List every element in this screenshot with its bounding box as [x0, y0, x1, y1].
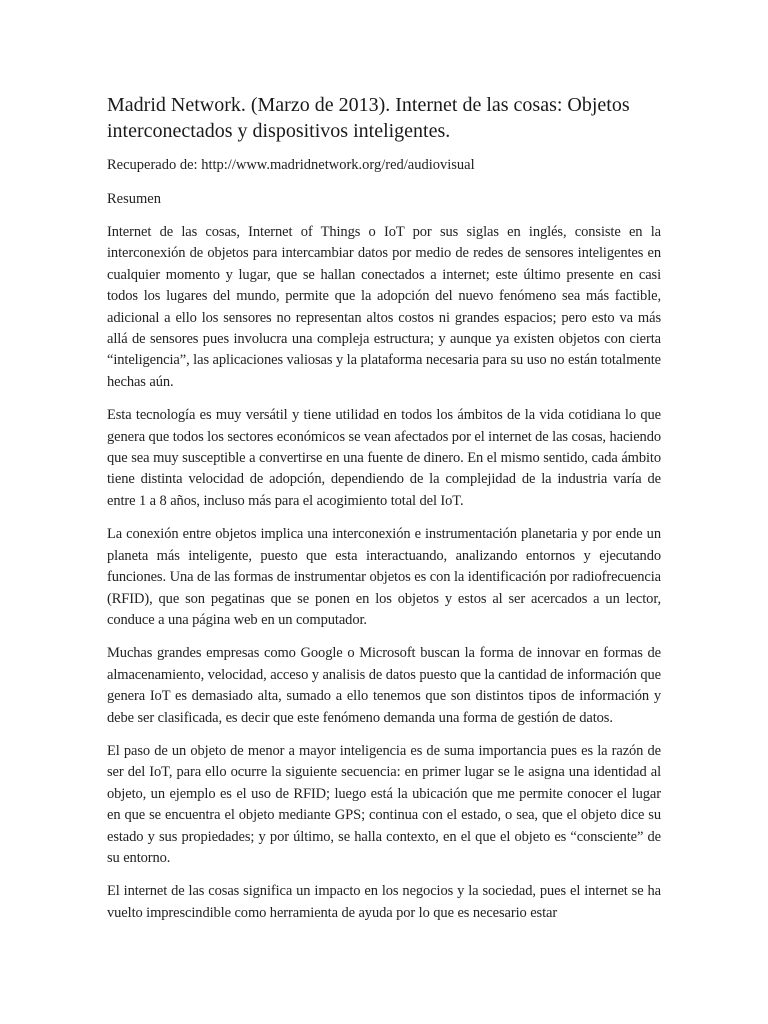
document-title: Madrid Network. (Marzo de 2013). Internet de las cosas: Objetos interconectados y dispositivos inteligentes.	[107, 94, 630, 142]
section-heading: Resumen	[107, 191, 161, 207]
paragraph: El paso de un objeto de menor a mayor inteligencia es de suma importancia pues es la razón de ser del IoT, para ello ocurre la siguiente secuencia: en primer lugar se le asigna una identidad al objeto, un ejemplo es el uso de RFID; luego está la ubicación que me permite conocer el lugar en que se encuentra el objeto mediante GPS; continua con el estado, o sea, que el objeto dice su estado y sus propiedades; y por último, se halla contexto, en el que el objeto es “consciente” de su entorno.	[107, 742, 661, 866]
paragraph: El internet de las cosas significa un impacto en los negocios y la sociedad, pues el internet se ha vuelto imprescindible como herramienta de ayuda por lo que es necesario estar	[107, 883, 661, 921]
paragraph: Internet de las cosas, Internet of Things o IoT por sus siglas en inglés, consiste en la interconexión de objetos para intercambiar datos por medio de redes de sensores inteligentes en cualquier momento y lugar, que se hallan conectados a internet; este último presente en casi todos los lugares del mundo, permite que la adopción del nuevo fenómeno sea más factible, adicional a ello los sensores no representan altos costos ni grandes espacios; pero esto va más allá de sensores pues involucra una compleja estructura; y aunque ya existen objetos con cierta “inteligencia”, las aplicaciones valiosas y la plataforma necesaria para su uso no están totalmente hechas aún.	[107, 224, 661, 390]
document-body	[107, 92, 661, 936]
source-line: Recuperado de: http://www.madridnetwork.org/red/audiovisual	[107, 157, 475, 173]
paragraph: Muchas grandes empresas como Google o Microsoft buscan la forma de innovar en formas de almacenamiento, velocidad, acceso y analisis de datos puesto que la cantidad de información que genera IoT es demasiado alta, sumado a ello tenemos que son distintos tipos de información y debe ser clasificada, es decir que este fenómeno demanda una forma de gestión de datos.	[107, 645, 661, 726]
paragraph: La conexión entre objetos implica una interconexión e instrumentación planetaria y por ende un planeta más inteligente, puesto que esta interactuando, analizando entornos y ejecutando funciones. Una de las formas de instrumentar objetos es con la identificación por radiofrecuencia (RFID), que son pegatinas que se ponen en los objetos y estos al ser acercados a un lector, conduce a una página web en un computador.	[107, 526, 661, 628]
paragraph: Esta tecnología es muy versátil y tiene utilidad en todos los ámbitos de la vida cotidiana lo que genera que todos los sectores económicos se vean afectados por el internet de las cosas, haciendo que sea muy susceptible a convertirse en una fuente de dinero. En el mismo sentido, cada ámbito tiene distinta velocidad de adopción, dependiendo de la complejidad de la industria varía de entre 1 a 8 años, incluso más para el acogimiento total del IoT.	[107, 407, 661, 509]
